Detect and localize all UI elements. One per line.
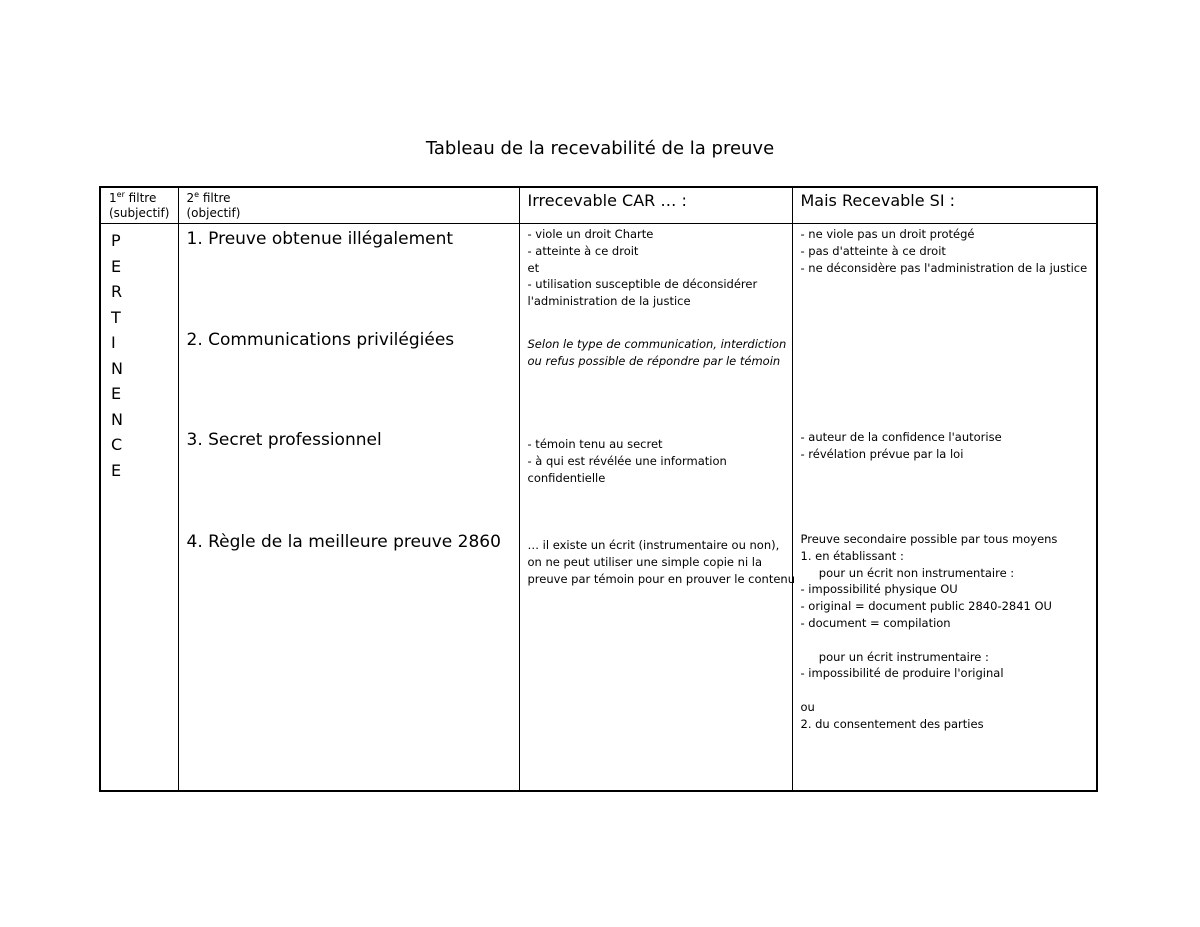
vertical-letter: N [111,358,123,378]
header-second-filter-sub: (objectif) [186,206,241,220]
vertical-letter: E [111,256,122,276]
row-3-irrecevable: - témoin tenu au secret - à qui est révélée une information confidentielle [527,437,727,485]
header-recevable [792,187,1097,224]
header-second-filter-ordinal-suffix: e [194,190,200,199]
table-header-row [100,187,1097,224]
vertical-letter: C [111,435,123,454]
vertical-letter: E [111,384,122,403]
row-4-irrecevable: … il existe un écrit (instrumentaire ou non), on ne peut utiliser une simple copie ni la preuve par témoin pour en prouver le contenu [527,538,795,586]
row-3-recevable: - auteur de la confidence l'autorise - révélation prévue par la loi [800,430,1002,461]
row-1-recevable: - ne viole pas un droit protégé - pas d'atteinte à ce droit - ne déconsidère pas l'administration de la justice [800,227,1088,275]
vertical-letter: N [111,409,123,429]
vertical-letter: P [111,231,121,250]
row-1-irrecevable: - viole un droit Charte - atteinte à ce droit et - utilisation susceptible de déconsidérer l'administration de la justice [527,227,758,309]
header-irrecevable [519,187,792,224]
header-first-filter-ordinal-suffix: er [116,190,125,199]
row-2-irrecevable: Selon le type de communication, interdiction ou refus possible de répondre par le témoin [527,337,787,368]
pertinence-cell [100,224,178,792]
header-first-filter-sub: (subjectif) [109,206,170,220]
header-first-filter [100,187,178,224]
row-3-title: 3. Secret professionnel [186,430,382,450]
header-second-filter-label: filtre [199,191,231,205]
table-body-row [100,224,1097,792]
header-irrecevable-label: Irrecevable CAR … : [527,191,687,210]
page-title: Tableau de la recevabilité de la preuve [425,138,775,159]
recevable-cell [792,224,1097,792]
row-4-title: 4. Règle de la meilleure preuve 2860 [186,532,501,552]
header-second-filter-ordinal: 2 [186,191,195,205]
vertical-letter: R [111,282,123,301]
row-4-recevable: Preuve secondaire possible par tous moyens 1. en établissant : pour un écrit non instrumentaire : - impossibilité physique OU - original = document public 2840-2841 OU - document = compilation pour un écrit instrumentaire : - impossibilité de produire l'original ou 2. du consentement des parties [800,532,1058,731]
pertinence-vertical-word [111,228,123,483]
irrecevable-cell [519,224,795,792]
row-2-title: 2. Communications privilégiées [186,330,455,350]
header-second-filter [178,187,519,224]
header-recevable-label: Mais Recevable SI : [800,191,956,210]
vertical-letter: E [111,460,122,480]
admissibility-table [99,186,1098,792]
header-first-filter-ordinal: 1 [109,191,117,205]
vertical-letter: T [111,307,121,327]
vertical-letter: I [111,333,116,352]
header-first-filter-label: filtre [124,191,157,205]
filter-titles-cell [178,224,519,792]
row-1-title: 1. Preuve obtenue illégalement [186,229,454,249]
